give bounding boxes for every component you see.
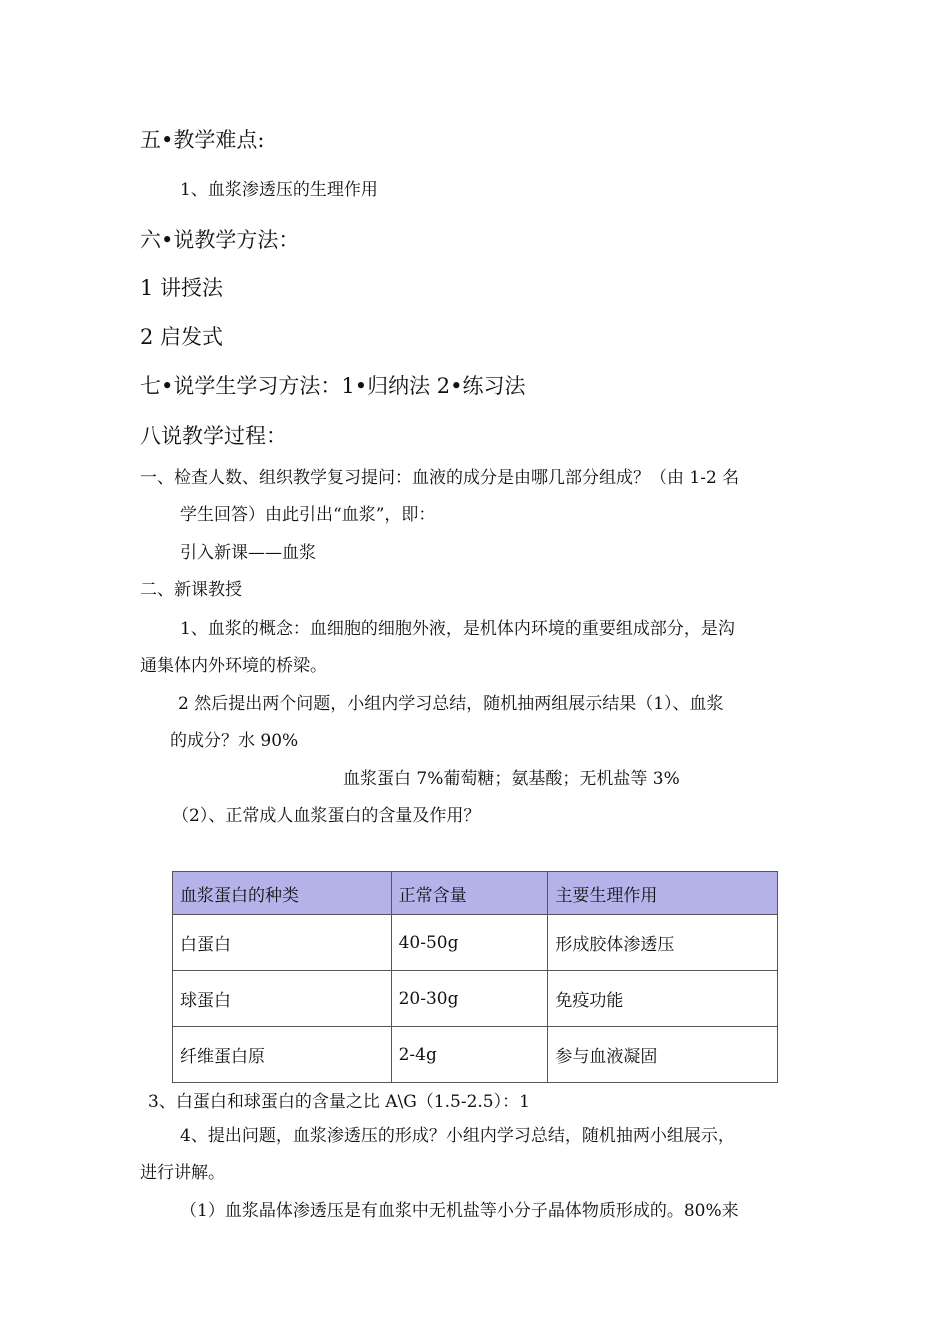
question-2: （2）、正常成人血浆蛋白的含量及作用？ [172,806,481,826]
table-row [173,915,778,971]
table-cell: 免疫功能 [548,971,778,1027]
heading-teaching-method: 六•说教学方法： [140,228,300,252]
question-line2: 的成分？水 90% [170,731,299,751]
table-cell: 40-50g [391,915,548,971]
table-header-cell: 正常含量 [391,872,548,915]
table-cell: 形成胶体渗透压 [548,915,778,971]
step1-text-line3: 引入新课——血浆 [180,543,316,563]
concept-line2: 通集体内外环境的桥梁。 [140,656,327,676]
table-cell: 参与血液凝固 [548,1027,778,1083]
step2-heading: 二、新课教授 [140,580,242,600]
table-cell: 20-30g [391,971,548,1027]
table-cell: 纤维蛋白原 [173,1027,392,1083]
table-row [173,1027,778,1083]
question-line1: 2 然后提出两个问题，小组内学习总结，随机抽两组展示结果（1）、血浆 [178,694,724,714]
table-header-cell: 主要生理作用 [548,872,778,915]
ratio-line: 3、白蛋白和球蛋白的含量之比 A\G（1.5-2.5）：1 [148,1092,530,1112]
difficulty-item: 1、血浆渗透压的生理作用 [180,180,378,200]
paragraph4-line1: 4、提出问题，血浆渗透压的形成？小组内学习总结，随机抽两小组展示， [180,1126,735,1146]
method-item-1: 1 讲授法 [140,276,224,300]
heading-teaching-difficulty: 五•教学难点: [140,128,265,152]
table-cell: 2-4g [391,1027,548,1083]
plasma-protein-table [172,871,778,1083]
table-header-row [173,872,778,915]
concept-line1: 1、血浆的概念：血细胞的细胞外液，是机体内环境的重要组成部分，是沟 [180,619,735,639]
paragraph5-line1: （1）血浆晶体渗透压是有血浆中无机盐等小分子晶体物质形成的。80%来 [180,1201,739,1221]
table-header-cell: 血浆蛋白的种类 [173,872,392,915]
heading-learning-method: 七•说学生学习方法：1•归纳法 2•练习法 [140,374,526,398]
table-cell: 球蛋白 [173,971,392,1027]
step1-text-line1: 一、检查人数、组织教学复习提问：血液的成分是由哪几部分组成？（由 1-2 名 [140,468,740,488]
table-cell: 白蛋白 [173,915,392,971]
step1-text-line2: 学生回答）由此引出“血浆”，即： [180,505,436,525]
table-row [173,971,778,1027]
heading-teaching-process: 八说教学过程： [140,424,287,448]
method-item-2: 2 启发式 [140,325,224,349]
question-line3: 血浆蛋白 7%葡萄糖；氨基酸；无机盐等 3% [343,769,680,789]
paragraph4-line2: 进行讲解。 [140,1163,225,1183]
